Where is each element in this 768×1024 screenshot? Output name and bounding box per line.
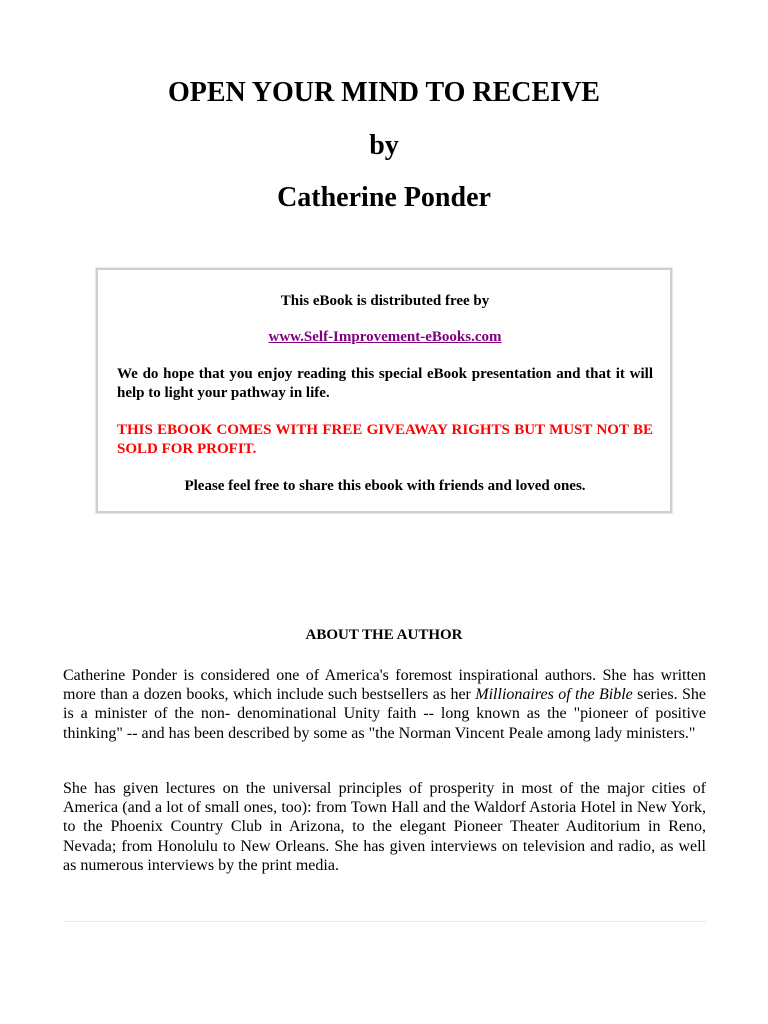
title-by: by xyxy=(369,130,399,161)
website-link[interactable]: www.Self-Improvement-eBooks.com xyxy=(268,329,502,345)
giveaway-rights-text: THIS EBOOK COMES WITH FREE GIVEAWAY RIGHTS BUT MUST NOT BE SOLD FOR PROFIT. xyxy=(117,422,653,457)
about-author-heading: ABOUT THE AUTHOR xyxy=(305,627,463,643)
website-link-line xyxy=(117,328,653,347)
book-title: OPEN YOUR MIND TO RECEIVE xyxy=(168,77,600,108)
author-name: Catherine Ponder xyxy=(277,182,491,213)
share-text: Please feel free to share this ebook with friends and loved ones. xyxy=(184,478,586,494)
horizontal-divider xyxy=(63,921,706,922)
book-series-title: Millionaires of the Bible xyxy=(475,686,633,704)
distributed-by-text: This eBook is distributed free by xyxy=(280,293,490,309)
about-paragraph-2: She has given lectures on the universal principles of prosperity in most of the major cities of America (and a lot of small ones, too): from Town Hall and the Waldorf Astoria Hotel in New York, to the Phoenix Country Club in Arizona, to the elegant Pioneer Theater Auditorium in Reno, Nevada; from Honolulu to New Orleans. She has given interviews on television and radio, as well as numerous interviews by the print media. xyxy=(63,780,706,874)
about-p1-start: Catherine Ponder is considered one of America's foremost inspirational authors. She has written more than a dozen books, which include such bestsellers as her xyxy=(63,667,706,704)
about-paragraph-1 xyxy=(63,666,706,743)
hope-text: We do hope that you enjoy reading this special eBook presentation and that it will help to light your pathway in life. xyxy=(117,366,653,401)
distribution-notice-box xyxy=(96,268,672,513)
about-p1-end: series. She is a minister of the non- denominational Unity faith -- long known as the "pioneer of positive thinking" -- and has been described by some as "the Norman Vincent Peale among lady ministers." xyxy=(63,686,706,742)
